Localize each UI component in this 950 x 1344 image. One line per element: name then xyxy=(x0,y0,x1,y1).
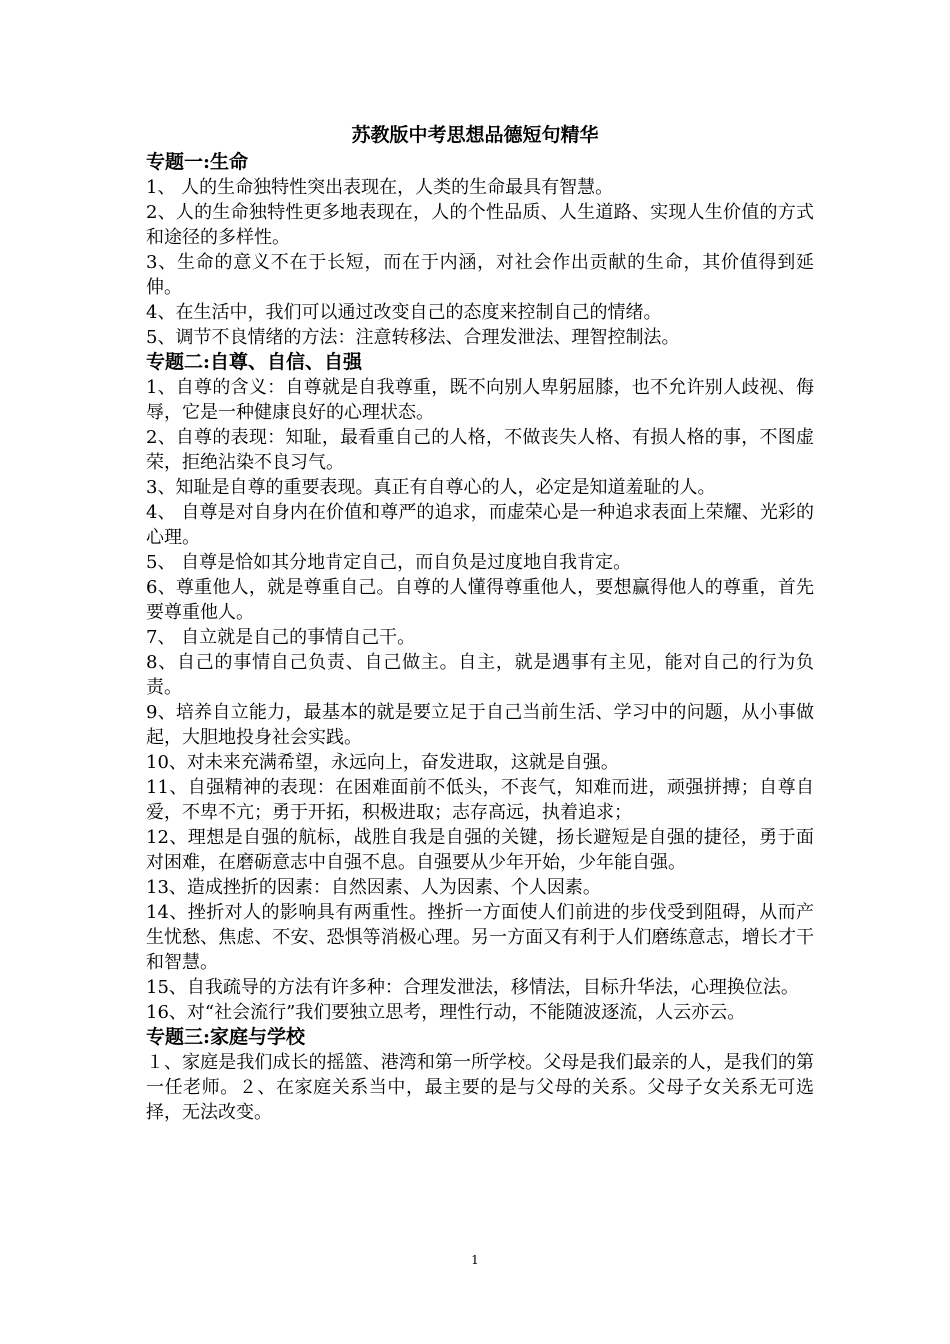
list-item: 4、在生活中，我们可以通过改变自己的态度来控制自己的情绪。 xyxy=(146,302,662,323)
list-item: 6、尊重他人，就是尊重自己。自尊的人懂得尊重他人，要想赢得他人的尊重，首先要尊重他人。 xyxy=(146,577,814,623)
list-item: 3、知耻是自尊的重要表现。真正有自尊心的人，必定是知道羞耻的人。 xyxy=(146,477,716,498)
document-body xyxy=(146,150,814,1125)
section-self-respect xyxy=(146,350,814,1025)
list-item: 10、对未来充满希望，永远向上，奋发进取，这就是自强。 xyxy=(146,752,619,773)
list-item: 12、理想是自强的航标，战胜自我是自强的关键，扬长避短是自强的捷径，勇于面对困难，在磨砺意志中自强不息。自强要从少年开始，少年能自强。 xyxy=(146,827,814,873)
list-item: 9、培养自立能力，最基本的就是要立足于自己当前生活、学习中的问题，从小事做起，大胆地投身社会实践。 xyxy=(146,702,814,748)
section-life xyxy=(146,150,814,350)
page-number: 1 xyxy=(471,1253,479,1267)
list-item: 16、对“社会流行”我们要独立思考，理性行动，不能随波逐流，人云亦云。 xyxy=(146,1002,746,1023)
section-heading: 专题二:自尊、自信、自强 xyxy=(146,351,363,373)
list-item: 2、自尊的表现：知耻，最看重自己的人格，不做丧失人格、有损人格的事，不图虚荣，拒绝沾染不良习气。 xyxy=(146,427,814,473)
list-item: 4、 自尊是对自身内在价值和尊严的追求，而虚荣心是一种追求表面上荣耀、光彩的心理。 xyxy=(146,502,814,548)
section-heading: 专题三:家庭与学校 xyxy=(146,1026,306,1048)
list-item: １、家庭是我们成长的摇篮、港湾和第一所学校。父母是我们最亲的人，是我们的第一任老师。２、在家庭关系当中，最主要的是与父母的关系。父母子女关系无可选择，无法改变。 xyxy=(146,1052,814,1123)
document-title: 苏教版中考思想品德短句精华 xyxy=(351,124,599,146)
list-item: 7、 自立就是自己的事情自己干。 xyxy=(146,627,416,648)
list-item: 11、自强精神的表现：在困难面前不低头，不丧气，知难而进，顽强拼搏；自尊自爱，不卑不亢；勇于开拓，积极进取；志存高远，执着追求； xyxy=(146,777,814,823)
list-item: 8、自己的事情自己负责、自己做主。自主，就是遇事有主见，能对自己的行为负责。 xyxy=(146,652,814,698)
section-family-school xyxy=(146,1025,814,1125)
list-item: 5、 自尊是恰如其分地肯定自己，而自负是过度地自我肯定。 xyxy=(146,552,632,573)
list-item: 5、调节不良情绪的方法：注意转移法、合理发泄法、理智控制法。 xyxy=(146,327,680,348)
list-item: 14、挫折对人的影响具有两重性。挫折一方面使人们前进的步伐受到阻碍，从而产生忧愁、焦虑、不安、恐惧等消极心理。另一方面又有利于人们磨练意志，增长才干和智慧。 xyxy=(146,902,814,973)
list-item: 13、造成挫折的因素：自然因素、人为因素、个人因素。 xyxy=(146,877,601,898)
list-item: 1、自尊的含义：自尊就是自我尊重，既不向别人卑躬屈膝，也不允许别人歧视、侮辱，它是一种健康良好的心理状态。 xyxy=(146,377,814,423)
list-item: 2、人的生命独特性更多地表现在，人的个性品质、人生道路、实现人生价值的方式和途径的多样性。 xyxy=(146,202,814,248)
list-item: 3、生命的意义不在于长短，而在于内涵，对社会作出贡献的生命，其价值得到延伸。 xyxy=(146,252,814,298)
section-heading: 专题一:生命 xyxy=(146,151,249,173)
list-item: 1、 人的生命独特性突出表现在，人类的生命最具有智慧。 xyxy=(146,177,614,198)
list-item: 15、自我疏导的方法有许多种：合理发泄法，移情法，目标升华法，心理换位法。 xyxy=(146,977,799,998)
